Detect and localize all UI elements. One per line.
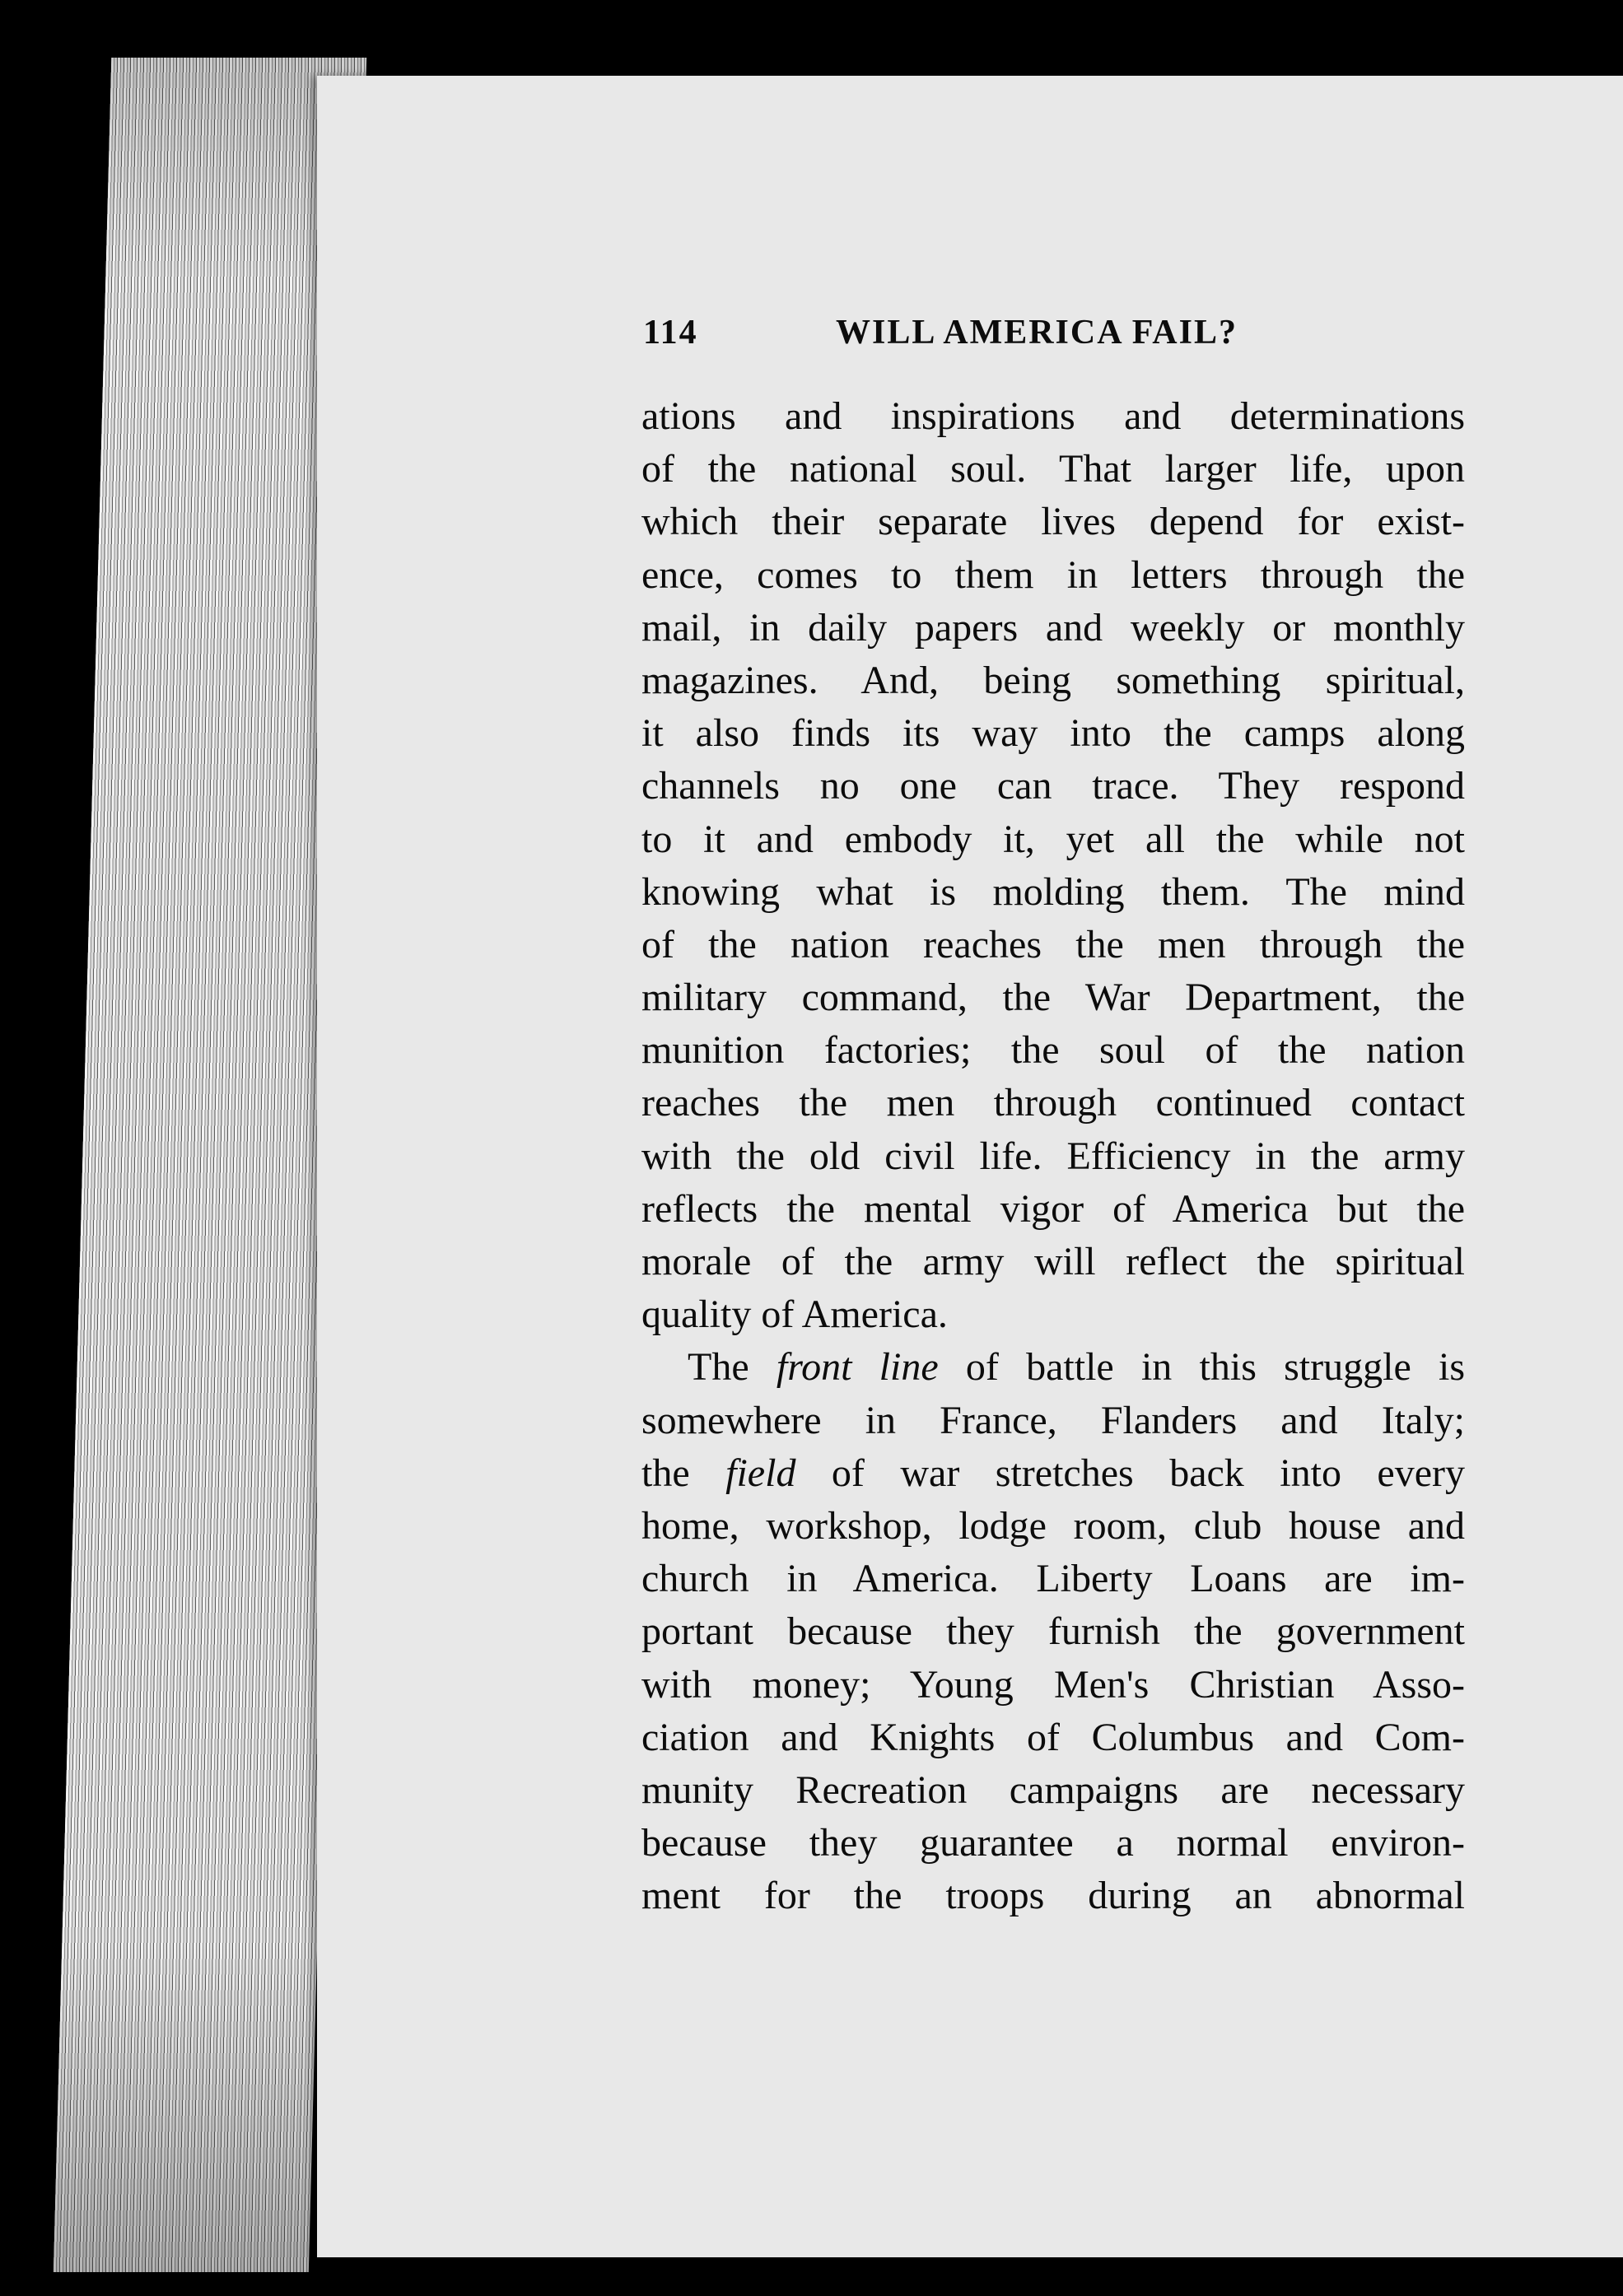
text-line: it also finds its way into the camps along xyxy=(641,711,1465,756)
text-line: magazines. And, being something spiritual, xyxy=(641,658,1465,702)
text-line: munition factories; the soul of the nation xyxy=(641,1028,1465,1073)
text-line: home, workshop, lodge room, club house and xyxy=(641,1503,1465,1548)
text-line: munity Recreation campaigns are necessary xyxy=(641,1767,1465,1812)
text-segment: the xyxy=(641,1451,726,1495)
text-line: morale of the army will reflect the spiritual xyxy=(641,1240,1465,1283)
text-line: mail, in daily papers and weekly or monthly xyxy=(641,605,1465,650)
text-line: because they guarantee a normal environ- xyxy=(641,1821,1465,1865)
text-line: of the nation reaches the men through the xyxy=(641,922,1465,966)
text-line: ence, comes to them in letters through the xyxy=(641,552,1465,597)
text-line: quality of America. xyxy=(641,1292,948,1337)
text-line xyxy=(641,1341,1465,1394)
text-line: with the old civil life. Efficiency in the army xyxy=(641,1134,1465,1178)
paragraph-1 xyxy=(641,390,1465,1341)
book-page xyxy=(317,76,1623,2257)
text-line xyxy=(641,1447,1465,1500)
text-line: ment for the troops during an abnormal xyxy=(641,1874,1465,1918)
text-line: of the national soul. That larger life, upon xyxy=(641,447,1465,491)
text-line: ciation and Knights of Columbus and Com- xyxy=(641,1715,1465,1759)
text-segment: The xyxy=(688,1345,777,1390)
text-line: to it and embody it, yet all the while not xyxy=(641,817,1465,861)
body-text xyxy=(641,390,1465,1922)
text-line: with money; Young Men's Christian Asso- xyxy=(641,1662,1465,1707)
page-content xyxy=(641,313,1465,1922)
text-line: channels no one can trace. They respond xyxy=(641,764,1465,808)
text-line: somewhere in France, Flanders and Italy; xyxy=(641,1398,1465,1442)
text-line: military command, the War Department, the xyxy=(641,976,1465,1020)
text-line: portant because they furnish the government xyxy=(641,1609,1465,1654)
text-segment: of battle in this struggle is xyxy=(938,1345,1465,1390)
paragraph-2 xyxy=(641,1341,1465,1922)
page-number: 114 xyxy=(643,314,698,352)
text-line: which their separate lives depend for exist- xyxy=(641,500,1465,544)
text-segment: of war stretches back into every xyxy=(795,1451,1466,1495)
text-line: church in America. Liberty Loans are im- xyxy=(641,1557,1465,1601)
running-title: WILL AMERICA FAIL? xyxy=(836,314,1238,352)
text-line: reaches the men through continued contact xyxy=(641,1081,1465,1125)
running-head xyxy=(641,313,1465,372)
text-line: ations and inspirations and determinations xyxy=(641,394,1465,438)
italic-phrase: front line xyxy=(776,1345,939,1390)
text-line: knowing what is molding them. The mind xyxy=(641,869,1465,914)
text-line: reflects the mental vigor of America but the xyxy=(641,1186,1465,1231)
italic-phrase: field xyxy=(725,1451,796,1495)
